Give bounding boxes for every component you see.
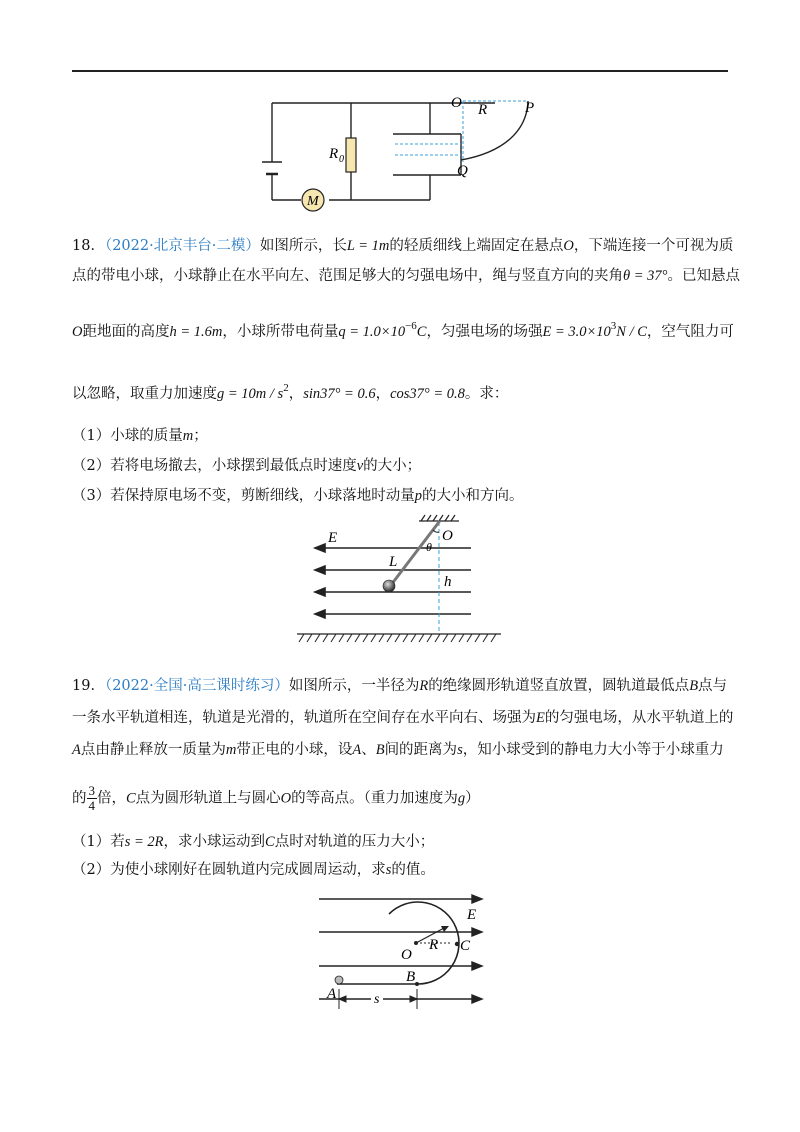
motor-label: M xyxy=(307,194,319,209)
q19-number: 19． xyxy=(72,678,105,694)
ground-hatch xyxy=(299,634,496,642)
resistor-subscript: 0 xyxy=(339,154,344,165)
fig3-label-A: A xyxy=(327,986,337,1002)
fig2-label-E: E xyxy=(328,530,338,546)
q18-number: 18． xyxy=(72,238,105,254)
q18-field: E = 3.0×10 xyxy=(542,324,611,340)
q18-length: L = 1m xyxy=(346,238,390,254)
resistor-label: R xyxy=(329,146,339,162)
fig1-label-R: R xyxy=(478,102,488,118)
q18-sin: sin37° = 0.6 xyxy=(303,386,376,402)
fig2-label-h: h xyxy=(444,574,452,590)
fig3-label-O: O xyxy=(401,947,412,963)
q18-line-2: 点的带电小球，小球静止在水平向左、范围足够大的匀强电场中，绳与竖直方向的夹角θ = 37°。已知悬点 xyxy=(72,268,740,284)
circuit-figure xyxy=(255,92,555,214)
q19-line-2: 一条水平轨道相连，轨道是光滑的，轨道所在空间存在水平向右、场强为E的匀强电场，从水平轨道上的 xyxy=(72,710,734,726)
q19-source: （2022·全国·高三课时练习） xyxy=(104,678,289,694)
q19-line-4: 的 $\frac{3}{4}$ 倍，C点为圆形轨道上与圆心O的等高点。（重力加速度为g） xyxy=(72,783,480,813)
q18-angle: θ = 37° xyxy=(623,268,668,284)
fig1-label-P: P xyxy=(525,100,535,116)
fig2-label-theta: θ xyxy=(426,540,432,554)
fig1-label-O: O xyxy=(451,95,462,111)
fig3-label-R: R xyxy=(429,937,439,953)
fig2-label-L: L xyxy=(389,554,398,570)
fig3-label-C: C xyxy=(460,938,471,954)
q19-fraction: $\frac{3}{4}$ xyxy=(88,783,95,813)
q19-line-3: A点由静止释放一质量为m带正电的小球，设A、B间的距离为s，知小球受到的静电力大小等于小球重力 xyxy=(72,742,724,758)
fig3-label-s: s xyxy=(374,992,380,1007)
q19-subquestion-1: （1）若s = 2R，求小球运动到C点时对轨道的压力大小； xyxy=(72,834,435,850)
q18-charge: q = 1.0×10 xyxy=(338,324,406,340)
fig2-label-O: O xyxy=(442,528,453,544)
fig3-label-E: E xyxy=(467,907,477,923)
q18-line-1: 18．（2022·北京丰台·二模）如图所示，长L = 1m的轻质细线上端固定在悬点O，下端连接一个可视为质 xyxy=(72,238,734,254)
q18-line-4: 以忽略，取重力加速度$g = 10m / s^2$，sin37° = 0.6，cos37° = 0.8。求： xyxy=(72,382,509,402)
q18-height: h = 1.6m xyxy=(169,324,223,340)
header-rule xyxy=(72,70,728,72)
fig3-label-B: B xyxy=(406,969,416,985)
q18-cos: cos37° = 0.8 xyxy=(390,386,465,402)
q18-gravity: g = 10m / s xyxy=(217,386,284,402)
q19-line-1: 19．（2022·全国·高三课时练习）如图所示，一半径为R的绝缘圆形轨道竖直放置，圆轨道最低点B点与 xyxy=(72,678,728,694)
circular-track-figure xyxy=(315,888,490,1010)
q18-line-3: O距地面的高度h = 1.6m，小球所带电荷量$q = 1.0\times 10^{-6}C$，匀强电场的场强$E = 3.0\times 10^3N / C$，空气阻力可 xyxy=(72,320,734,340)
q18-subquestion-2: （2）若将电场撤去，小球摆到最低点时速度v的大小； xyxy=(72,458,422,474)
small-ball xyxy=(335,976,343,984)
q18-subquestion-3: （3）若保持原电场不变，剪断细线，小球落地时动量p的大小和方向。 xyxy=(72,488,524,504)
q19-subquestion-2: （2）为使小球刚好在圆轨道内完成圆周运动，求s的值。 xyxy=(72,862,435,878)
pendulum-figure xyxy=(295,512,505,644)
fig1-label-Q: Q xyxy=(457,163,468,179)
charged-ball xyxy=(383,580,395,592)
q18-source: （2022·北京丰台·二模） xyxy=(104,238,260,254)
q18-subquestion-1: （1）小球的质量m； xyxy=(72,428,208,444)
